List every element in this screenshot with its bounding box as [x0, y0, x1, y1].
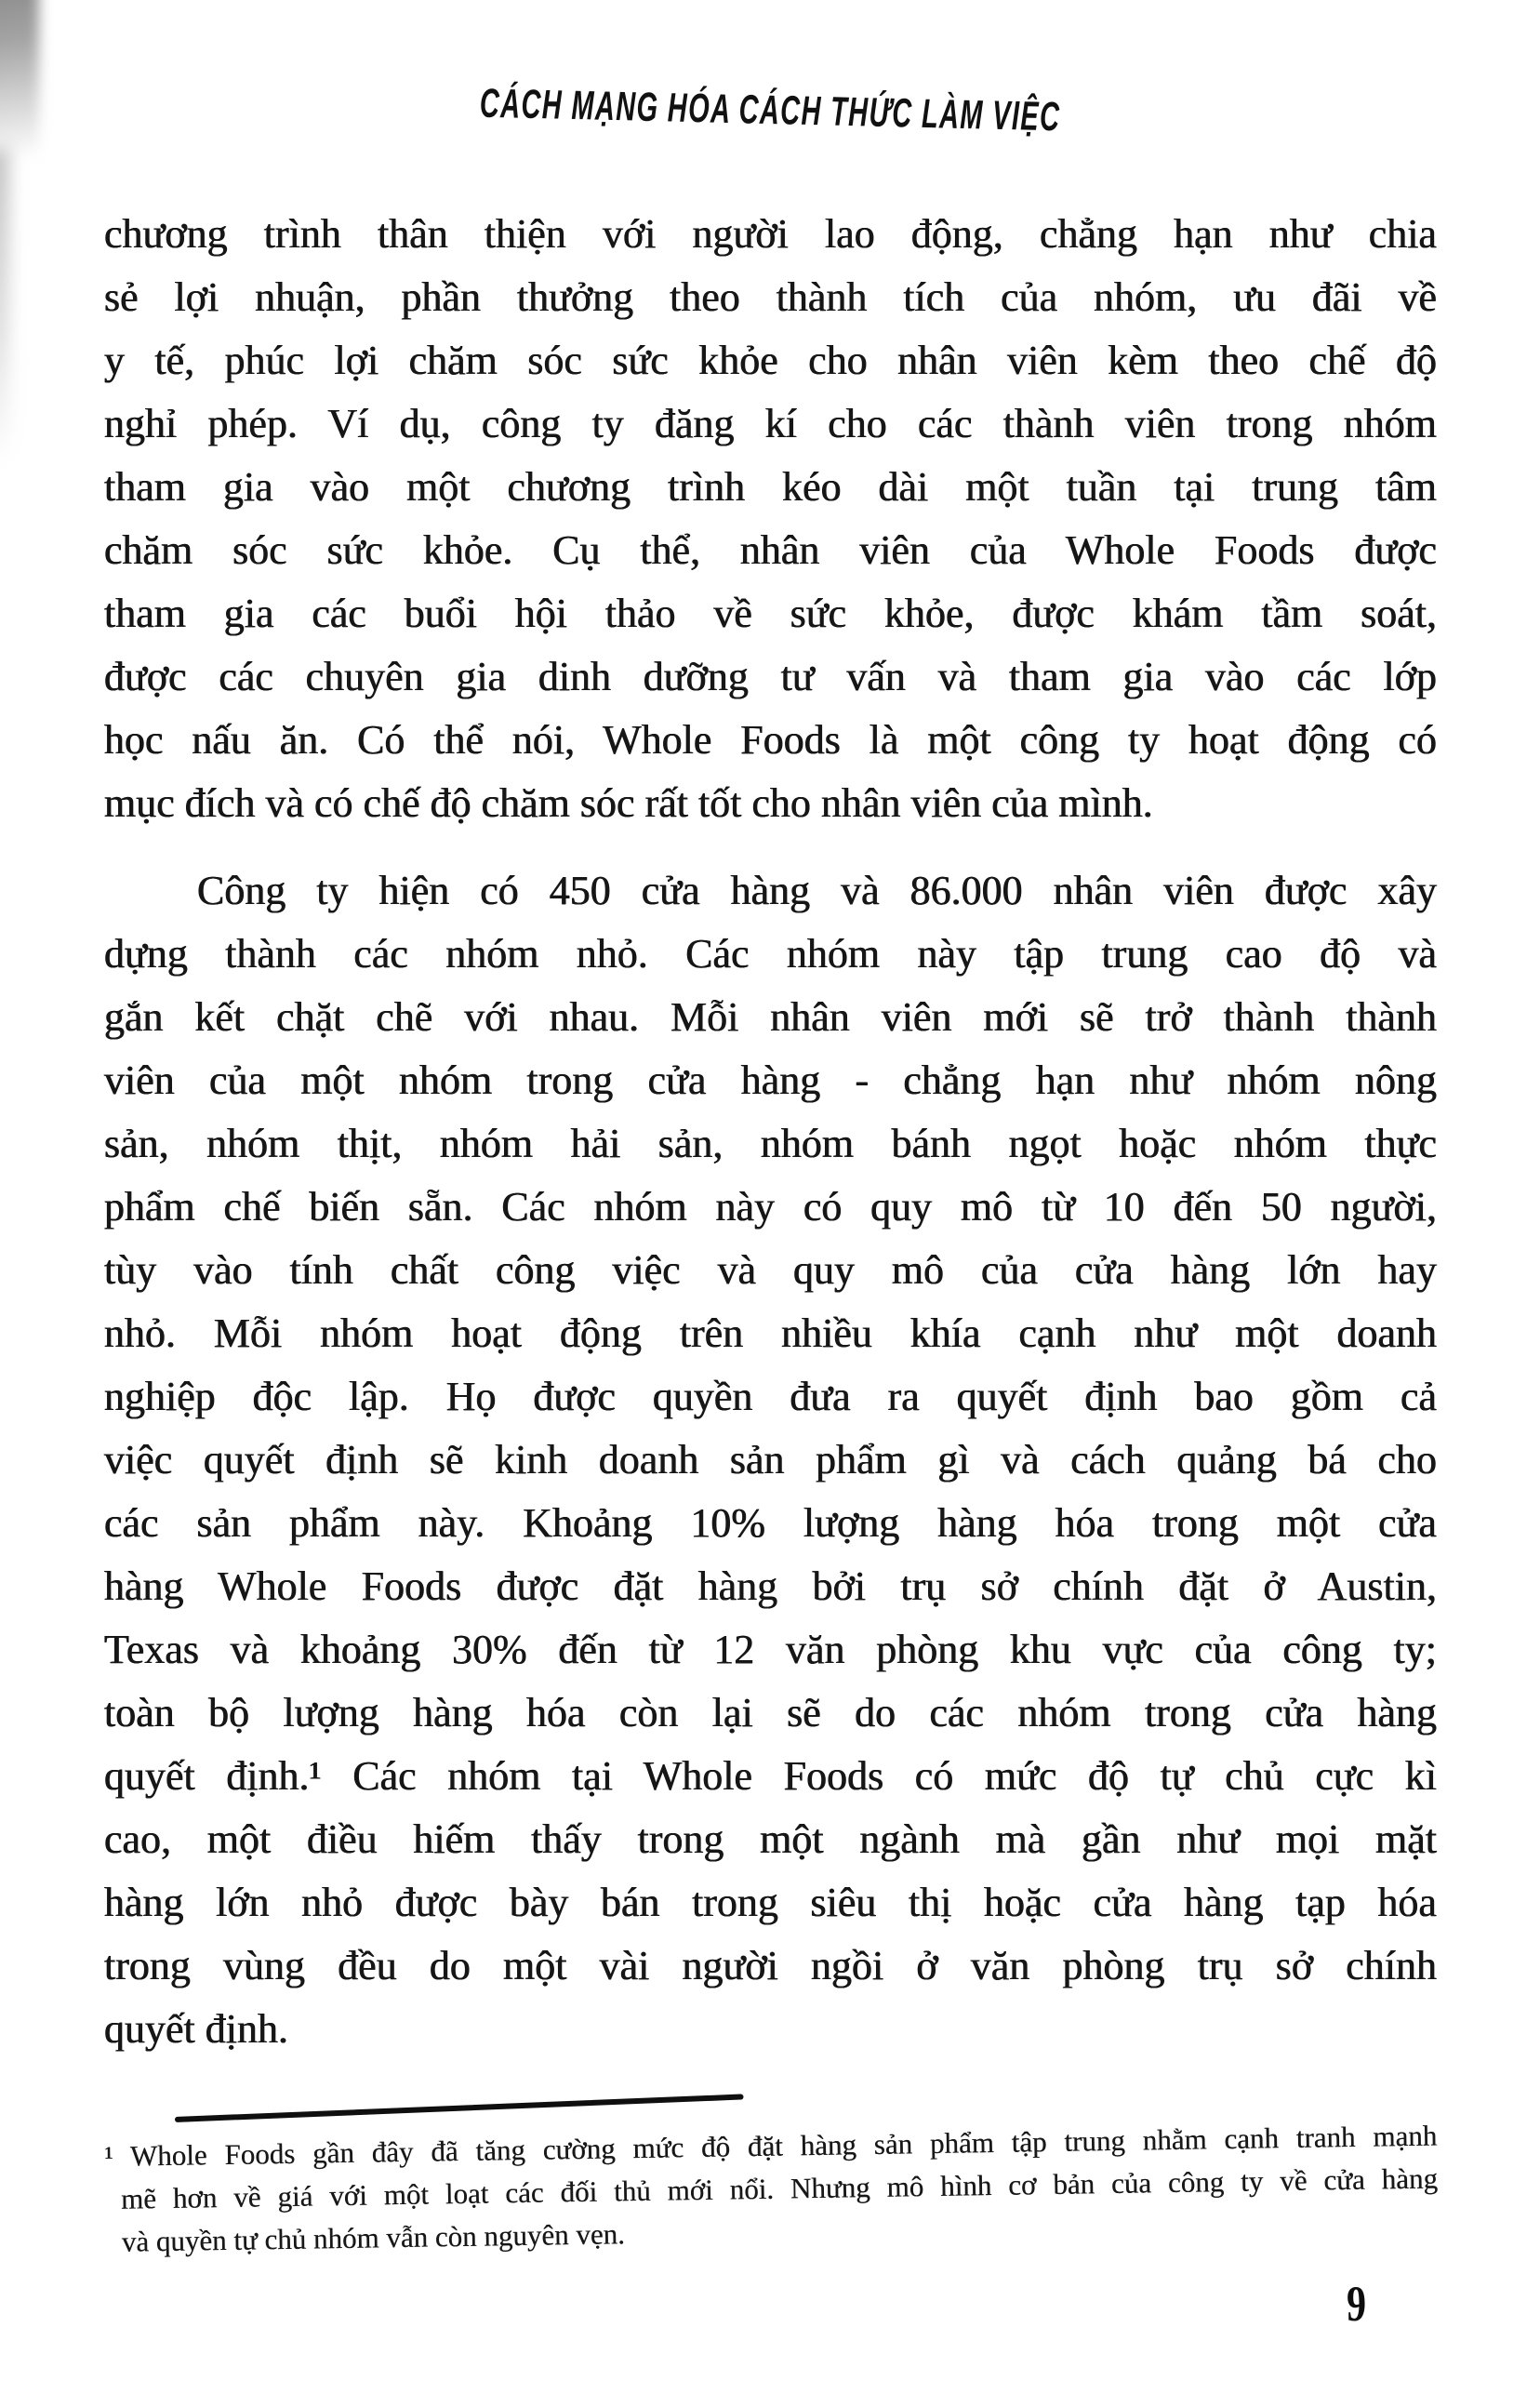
text-line: toàn bộ lượng hàng hóa còn lại sẽ do các nhóm trong cửa hàng — [104, 1690, 1437, 1735]
text-line: quyết định. — [104, 2006, 288, 2052]
text-line: học nấu ăn. Có thể nói, Whole Foods là một công ty hoạt động có — [104, 717, 1437, 763]
text-line: sản, nhóm thịt, nhóm hải sản, nhóm bánh ngọt hoặc nhóm thực — [104, 1121, 1437, 1166]
footnote — [104, 2114, 1439, 2263]
text-line: gắn kết chặt chẽ với nhau. Mỗi nhân viên mới sẽ trở thành thành — [104, 994, 1437, 1040]
running-header — [0, 80, 1540, 140]
footnote-line: và quyền tự chủ nhóm vẫn còn nguyên vẹn. — [121, 2217, 626, 2258]
body-text — [104, 203, 1437, 2061]
text-line: chăm sóc sức khỏe. Cụ thể, nhân viên của Whole Foods được — [104, 527, 1437, 573]
text-line: việc quyết định sẽ kinh doanh sản phẩm gì và cách quảng bá cho — [104, 1437, 1437, 1483]
text-line: sẻ lợi nhuận, phần thưởng theo thành tích của nhóm, ưu đãi về — [104, 274, 1437, 320]
text-line: cao, một điều hiếm thấy trong một ngành mà gần như mọi mặt — [104, 1816, 1437, 1862]
text-line: nghiệp độc lập. Họ được quyền đưa ra quyết định bao gồm cả — [104, 1374, 1437, 1419]
text-line: nhỏ. Mỗi nhóm hoạt động trên nhiều khía cạnh như một doanh — [104, 1310, 1437, 1356]
text-line: Công ty hiện có 450 cửa hàng và 86.000 nhân viên được xây — [197, 868, 1437, 913]
paragraph — [104, 859, 1437, 2061]
text-line: được các chuyên gia dinh dưỡng tư vấn và tham gia vào các lớp — [104, 654, 1437, 699]
footnote-line: mẽ hơn về giá với một loạt các đối thủ mới nổi. Nhưng mô hình cơ bản của công ty về cửa hàng — [120, 2161, 1439, 2215]
text-line: Texas và khoảng 30% đến từ 12 văn phòng khu vực của công ty; — [104, 1627, 1437, 1672]
page-number: 9 — [1347, 2276, 1367, 2332]
text-line: trong vùng đều do một vài người ngồi ở văn phòng trụ sở chính — [104, 1943, 1437, 1988]
text-line: y tế, phúc lợi chăm sóc sức khỏe cho nhân viên kèm theo chế độ — [104, 338, 1437, 383]
text-line: phẩm chế biến sẵn. Các nhóm này có quy mô từ 10 đến 50 người, — [104, 1184, 1437, 1230]
text-line: dựng thành các nhóm nhỏ. Các nhóm này tập trung cao độ và — [104, 931, 1437, 977]
text-line: các sản phẩm này. Khoảng 10% lượng hàng hóa trong một cửa — [104, 1500, 1437, 1546]
text-line: chương trình thân thiện với người lao động, chẳng hạn như chia — [104, 211, 1437, 257]
paragraph — [104, 203, 1437, 835]
running-header-text: CÁCH MẠNG HÓA CÁCH THỨC LÀM VIỆC — [479, 80, 1061, 140]
text-line: nghỉ phép. Ví dụ, công ty đăng kí cho các thành viên trong nhóm — [104, 401, 1437, 446]
footnote-divider — [175, 2094, 744, 2122]
text-line: hàng Whole Foods được đặt hàng bởi trụ sở chính đặt ở Austin, — [104, 1563, 1437, 1609]
footnote-line: ¹ Whole Foods gần đây đã tăng cường mức độ đặt hàng sản phẩm tập trung nhằm cạnh tranh mạnh — [104, 2119, 1438, 2173]
scan-streak-artifact — [0, 149, 9, 465]
text-line: mục đích và có chế độ chăm sóc rất tốt cho nhân viên của mình. — [104, 780, 1153, 826]
text-line: viên của một nhóm trong cửa hàng - chẳng hạn như nhóm nông — [104, 1057, 1437, 1103]
text-line: tham gia vào một chương trình kéo dài một tuần tại trung tâm — [104, 464, 1437, 510]
text-line: tùy vào tính chất công việc và quy mô của cửa hàng lớn hay — [104, 1247, 1437, 1293]
text-line: quyết định.¹ Các nhóm tại Whole Foods có mức độ tự chủ cực kì — [104, 1753, 1437, 1799]
text-line: hàng lớn nhỏ được bày bán trong siêu thị hoặc cửa hàng tạp hóa — [104, 1880, 1437, 1925]
scan-smudge-artifact — [0, 0, 39, 173]
text-line: tham gia các buổi hội thảo về sức khỏe, được khám tầm soát, — [104, 591, 1437, 636]
